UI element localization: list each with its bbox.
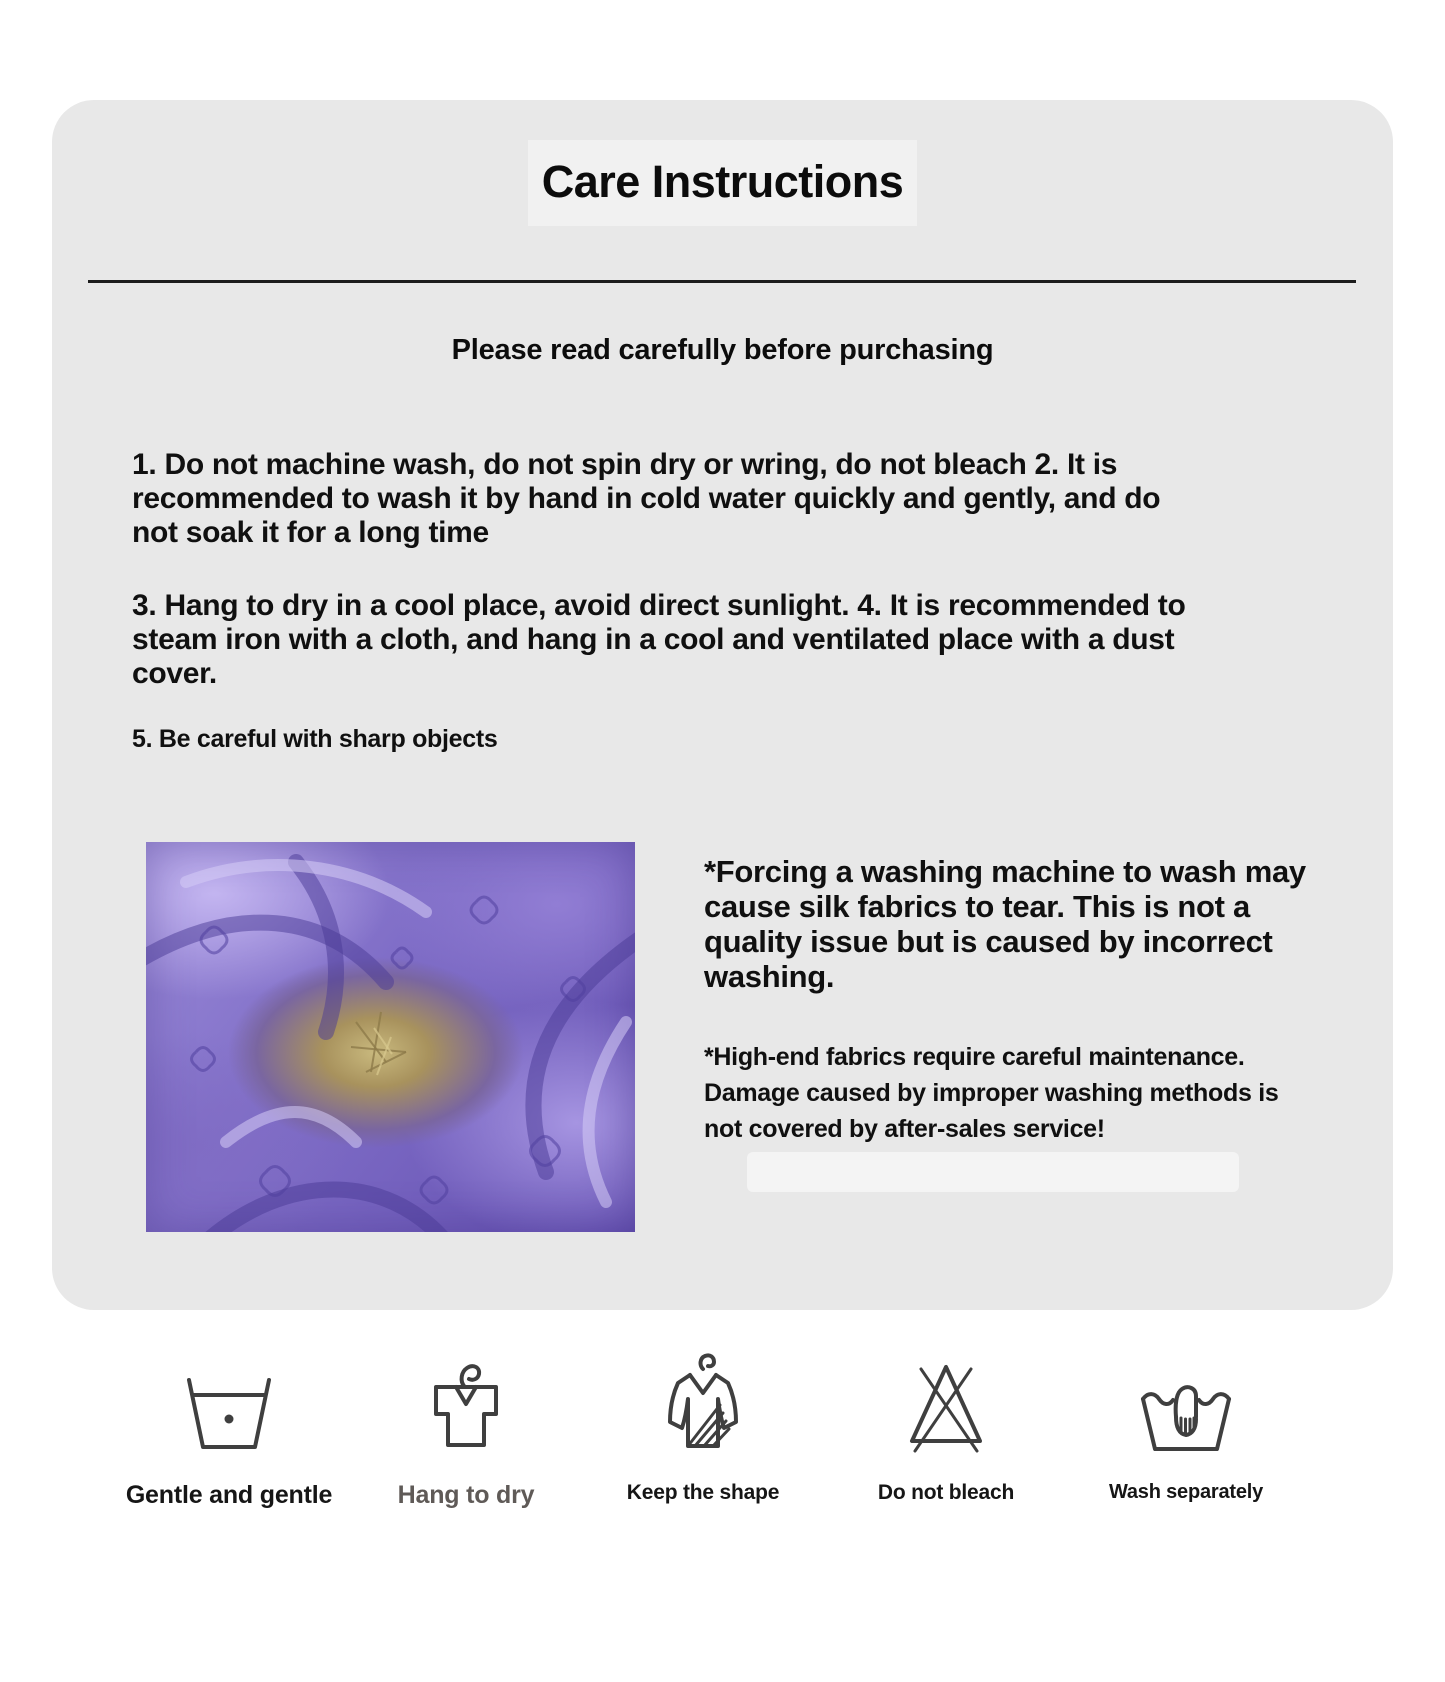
warning-primary: *Forcing a washing machine to wash may cause silk fabrics to tear. This is not a quality issue but is caused by incorrect washing.	[704, 854, 1306, 994]
care-icon-label: Gentle and gentle	[125, 1481, 333, 1509]
keep-shape-icon	[659, 1353, 747, 1453]
care-item-wash-separately	[1076, 1345, 1296, 1504]
fabric-texture-overlay	[146, 842, 635, 1232]
care-item-gentle-wash	[119, 1345, 339, 1510]
care-icon-label: Wash separately	[1108, 1481, 1264, 1503]
subtitle: Please read carefully before purchasing	[451, 334, 994, 366]
title-divider	[88, 280, 1356, 283]
care-item-do-not-bleach	[836, 1345, 1056, 1505]
care-item-keep-shape	[593, 1345, 813, 1505]
care-icon-label: Keep the shape	[626, 1481, 780, 1504]
gentle-wash-icon	[182, 1375, 276, 1453]
watermark-band	[747, 1152, 1239, 1192]
care-item-hang-dry	[356, 1345, 576, 1510]
warning-secondary: *High-end fabrics require careful maintenance. Damage caused by improper washing methods is not covered by after-sales service!	[704, 1043, 1279, 1143]
instruction-paragraph-2: 3. Hang to dry in a cool place, avoid direct sunlight. 4. It is recommended to steam iron with a cloth, and hang in a cool and ventilated place with a dust cover.	[132, 589, 1186, 690]
instruction-paragraph-3: 5. Be careful with sharp objects	[132, 725, 498, 753]
torn-purple-silk-fabric-photo	[146, 842, 635, 1232]
care-icon-label: Hang to dry	[397, 1481, 535, 1509]
wash-separately-icon	[1138, 1385, 1234, 1453]
page-title: Care Instructions	[541, 156, 904, 207]
care-card	[52, 100, 1393, 1310]
title-highlight	[528, 140, 918, 226]
instruction-paragraph-1: 1. Do not machine wash, do not spin dry or wring, do not bleach 2. It is recommended to wash it by hand in cold water quickly and gently, and do not soak it for a long time	[132, 448, 1161, 549]
care-icon-label: Do not bleach	[877, 1481, 1015, 1504]
do-not-bleach-icon	[898, 1355, 994, 1453]
hang-dry-icon	[418, 1357, 514, 1453]
title-row	[52, 140, 1393, 226]
